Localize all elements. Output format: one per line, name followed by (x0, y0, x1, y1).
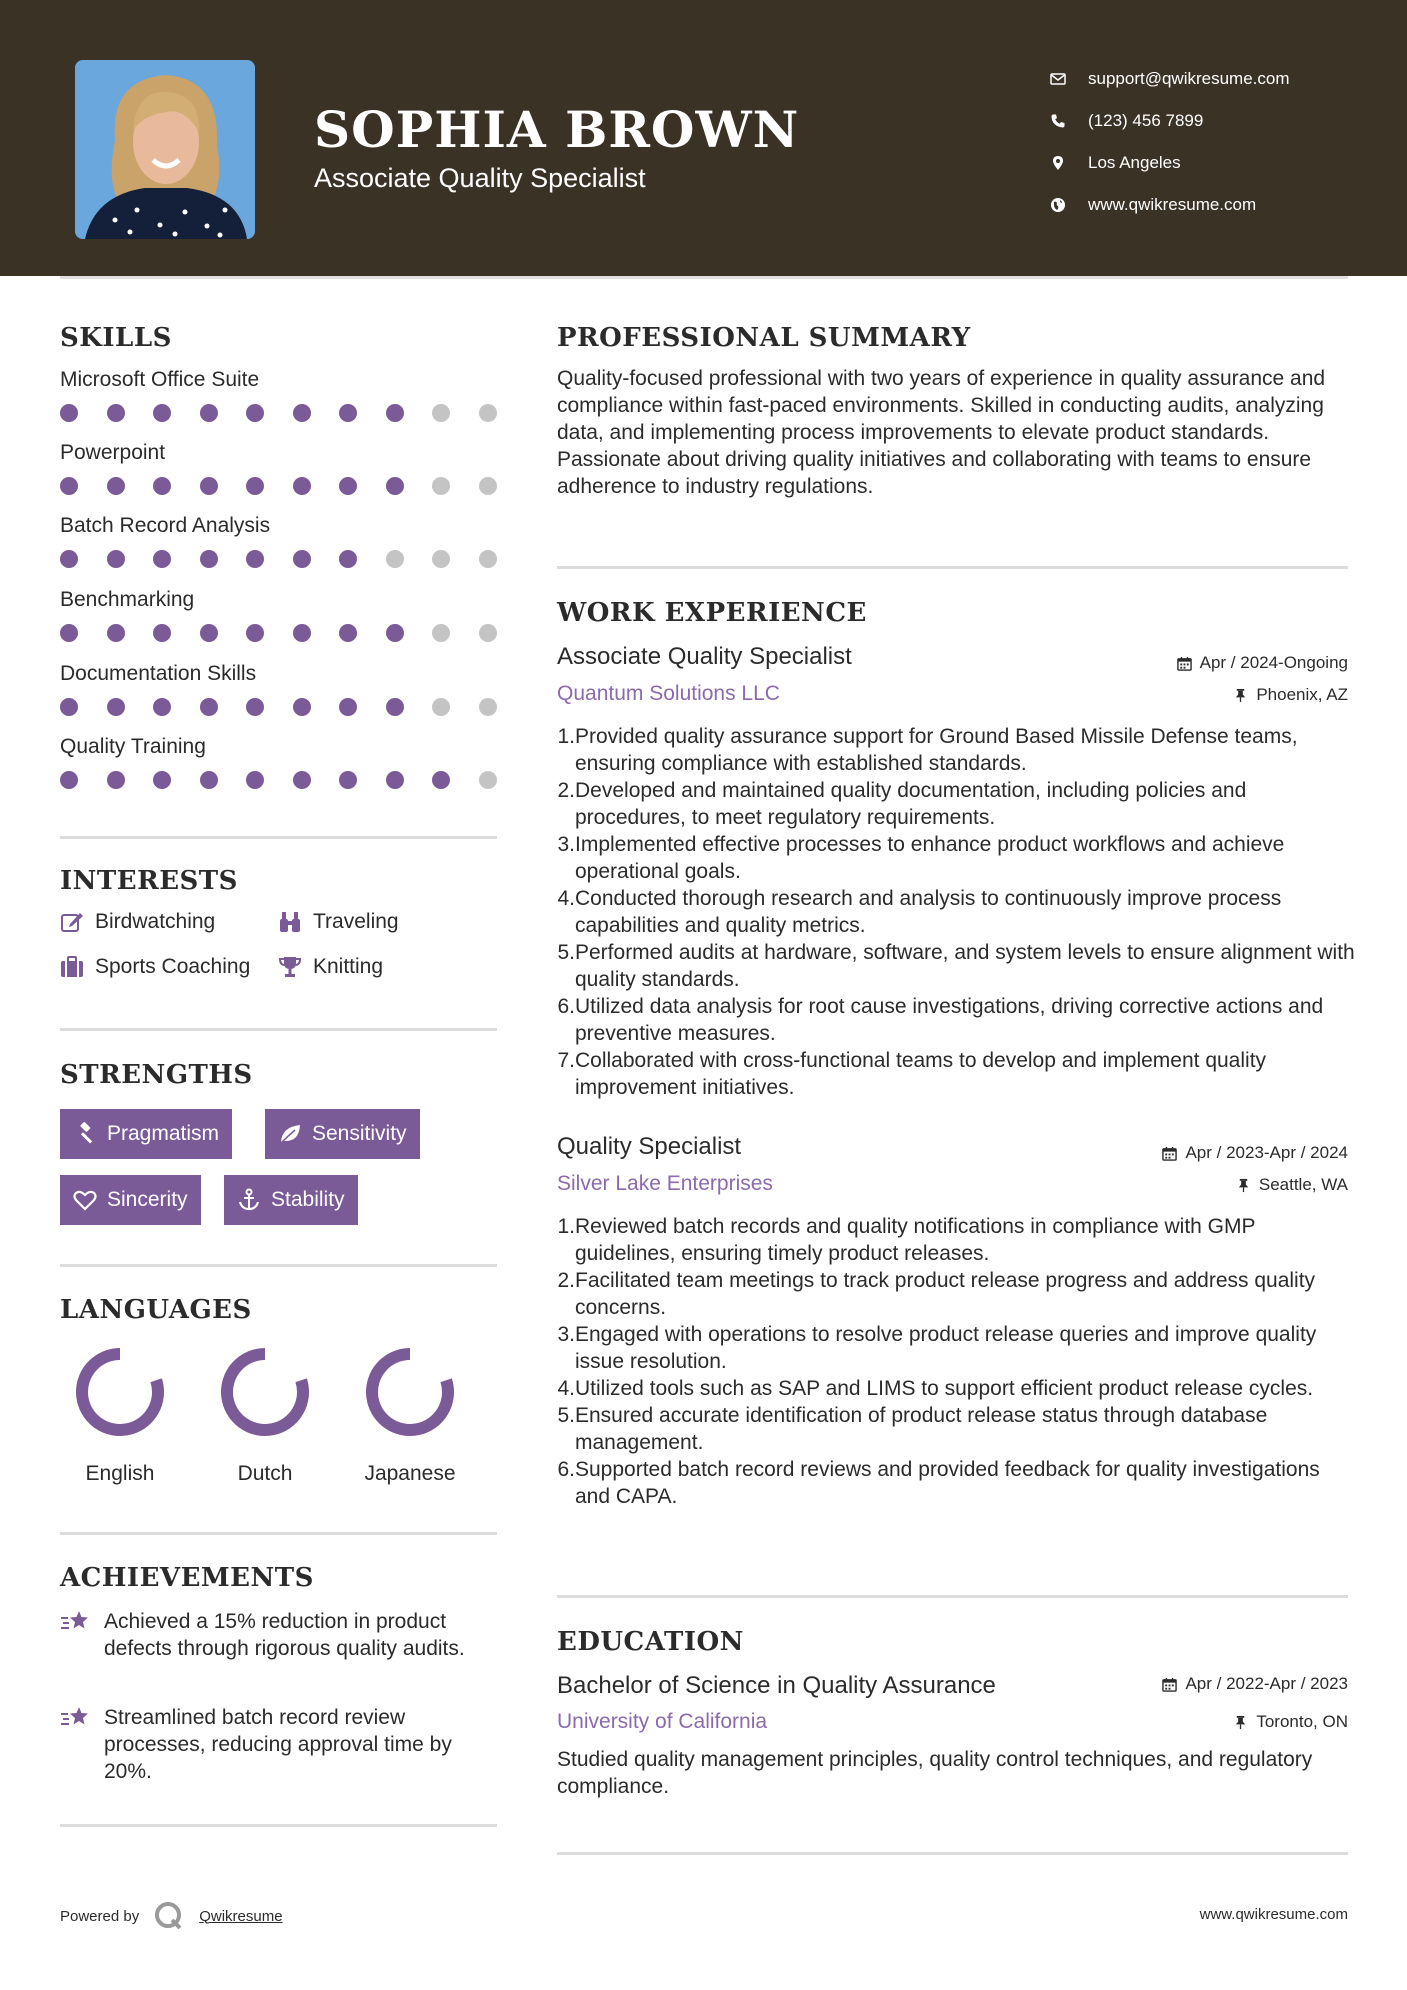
phone-icon (1050, 113, 1088, 129)
rating-dot-empty (432, 624, 450, 642)
experience-heading: WORK EXPERIENCE (557, 598, 867, 628)
summary-text: Quality-focused professional with two years of experience in quality assurance and compliance within fast-paced environments. Skilled in conducting audits, analyzing data, and implementing process improvements to elevate product standards. Passionate about driving quality initiatives and collaborating with teams to ensure adherence to industry regulations. (557, 367, 1326, 498)
language-item (350, 1344, 470, 1486)
rating-dot-filled (153, 404, 171, 422)
section-divider (60, 1824, 497, 1827)
job-bullet (557, 777, 1357, 831)
bullet-text: Utilized tools such as SAP and LIMS to support efficient product release cycles. (575, 1377, 1314, 1400)
rating-dot-filled (200, 550, 218, 568)
education-description: Studied quality management principles, quality control techniques, and regulatory compliance. (557, 1748, 1313, 1798)
strength-tag (60, 1175, 201, 1225)
skill-rating (60, 550, 497, 568)
job-company: Silver Lake Enterprises (557, 1172, 773, 1195)
bullet-text: Collaborated with cross-functional teams to develop and implement quality improvement initiatives. (575, 1049, 1267, 1099)
language-item (205, 1344, 325, 1486)
rating-dot-filled (293, 550, 311, 568)
job-bullets (557, 723, 1357, 1101)
bullet-number: 3. (557, 833, 575, 856)
achievements-heading: ACHIEVEMENTS (60, 1563, 314, 1593)
section-divider (60, 1264, 497, 1267)
rating-dot-filled (246, 550, 264, 568)
interest-label: Sports Coaching (95, 955, 251, 978)
gavel-icon (73, 1122, 97, 1146)
rating-dot-filled (293, 404, 311, 422)
contact-website-text: www.qwikresume.com (1088, 195, 1257, 214)
strength-label: Sincerity (107, 1188, 188, 1211)
rating-dot-filled (386, 771, 404, 789)
candidate-title: Associate Quality Specialist (314, 163, 646, 193)
job-bullet (557, 1402, 1357, 1456)
section-divider (60, 836, 497, 839)
job-location (1233, 685, 1348, 705)
strength-label: Stability (271, 1188, 345, 1211)
rating-dot-filled (293, 698, 311, 716)
rating-dot-empty (432, 404, 450, 422)
section-divider (557, 1852, 1348, 1855)
qwikresume-logo-icon (153, 1900, 185, 1932)
achievement-text: Streamlined batch record review processes, reducing approval time by 20%. (104, 1706, 452, 1783)
education-location (1233, 1712, 1348, 1732)
job-bullet (557, 1375, 1357, 1402)
interest-label: Birdwatching (95, 910, 216, 933)
rating-dot-filled (60, 698, 78, 716)
job-title: Associate Quality Specialist (557, 643, 852, 670)
rating-dot-filled (339, 404, 357, 422)
rating-dot-filled (200, 404, 218, 422)
contact-email-text: support@qwikresume.com (1088, 69, 1290, 88)
section-divider (557, 1595, 1348, 1598)
languages-heading: LANGUAGES (60, 1295, 252, 1325)
bullet-number: 1. (557, 725, 575, 748)
education-heading: EDUCATION (557, 1627, 744, 1657)
rating-dot-empty (479, 624, 497, 642)
contact-phone-text: (123) 456 7899 (1088, 111, 1204, 130)
rating-dot-filled (339, 624, 357, 642)
language-level-arc (227, 1354, 303, 1430)
bullet-number: 7. (557, 1049, 575, 1072)
section-divider (60, 1028, 497, 1031)
rating-dot-filled (386, 698, 404, 716)
strength-tag (60, 1109, 232, 1159)
skill-rating (60, 698, 497, 716)
rating-dot-filled (200, 771, 218, 789)
contact-website[interactable] (1050, 184, 1380, 226)
trophy-icon (278, 955, 302, 979)
job-bullet (557, 885, 1357, 939)
rating-dot-filled (153, 698, 171, 716)
calendar-icon (1177, 656, 1192, 671)
binoculars-icon (278, 910, 302, 934)
job-title: Quality Specialist (557, 1133, 742, 1160)
location-pin-icon (1050, 155, 1088, 171)
contact-phone[interactable] (1050, 100, 1380, 142)
summary-heading: PROFESSIONAL SUMMARY (557, 323, 971, 353)
skill-name: Quality Training (60, 735, 206, 758)
strength-label: Sensitivity (312, 1122, 407, 1145)
bullet-number: 2. (557, 779, 575, 802)
skill-item (60, 514, 497, 568)
skill-item (60, 368, 497, 422)
interest-label: Knitting (313, 955, 384, 978)
bullet-number: 6. (557, 995, 575, 1018)
contact-location (1050, 142, 1380, 184)
achievement-item (60, 1704, 497, 1785)
heart-icon (73, 1188, 97, 1212)
rating-dot-filled (246, 771, 264, 789)
contact-email[interactable] (1050, 58, 1380, 100)
job-location-text: Seattle, WA (1258, 1175, 1348, 1194)
skill-item (60, 662, 497, 716)
rating-dot-filled (153, 624, 171, 642)
rating-dot-filled (107, 404, 125, 422)
rating-dot-filled (107, 624, 125, 642)
candidate-name: SOPHIA BROWN (314, 100, 800, 159)
achievement-item (60, 1608, 497, 1662)
contact-location-text: Los Angeles (1088, 153, 1181, 172)
bullet-text: Supported batch record reviews and provided feedback for quality investigations and CAPA. (575, 1458, 1320, 1508)
rating-dot-filled (60, 477, 78, 495)
header-divider (60, 276, 1348, 279)
rating-dot-filled (153, 550, 171, 568)
skill-item (60, 735, 497, 789)
shooting-star-icon (60, 1704, 92, 1732)
rating-dot-filled (386, 477, 404, 495)
rating-dot-filled (107, 698, 125, 716)
rating-dot-filled (153, 771, 171, 789)
skill-rating (60, 624, 497, 642)
rating-dot-filled (60, 404, 78, 422)
rating-dot-filled (339, 771, 357, 789)
strength-label: Pragmatism (107, 1122, 220, 1145)
language-label: Japanese (364, 1462, 456, 1485)
rating-dot-filled (200, 698, 218, 716)
rating-dot-empty (432, 698, 450, 716)
section-divider (557, 566, 1348, 569)
bullet-text: Facilitated team meetings to track product release progress and address quality concerns. (575, 1269, 1316, 1319)
rating-dot-filled (246, 624, 264, 642)
brand-link[interactable]: Qwikresume (199, 1907, 283, 1925)
bullet-text: Ensured accurate identification of product release status through database management. (575, 1404, 1268, 1454)
bullet-number: 6. (557, 1458, 575, 1481)
leaf-icon (278, 1122, 302, 1146)
job-bullet (557, 1267, 1357, 1321)
rating-dot-filled (107, 477, 125, 495)
job-bullet (557, 1321, 1357, 1375)
bullet-text: Conducted thorough research and analysis to continuously improve process capabilities and quality metrics. (575, 887, 1282, 937)
bullet-text: Implemented effective processes to enhance product workflows and achieve operational goals. (575, 833, 1285, 883)
education-dates-text: Apr / 2022-Apr / 2023 (1185, 1674, 1348, 1693)
rating-dot-filled (339, 698, 357, 716)
edit-icon (60, 910, 84, 934)
job-bullet (557, 1047, 1357, 1101)
interest-label: Traveling (313, 910, 399, 933)
language-progress-ring (362, 1344, 458, 1440)
bullet-number: 3. (557, 1323, 575, 1346)
skill-rating (60, 404, 497, 422)
shooting-star-icon (60, 1608, 92, 1636)
rating-dot-filled (200, 477, 218, 495)
rating-dot-filled (432, 771, 450, 789)
profile-photo (75, 60, 255, 239)
job-bullet (557, 993, 1357, 1047)
resume-header (0, 0, 1407, 276)
rating-dot-filled (386, 404, 404, 422)
bullet-text: Reviewed batch records and quality notifications in compliance with GMP guidelines, ensuring timely product releases. (575, 1215, 1256, 1265)
profile-photo-image (75, 60, 255, 239)
rating-dot-filled (107, 771, 125, 789)
skills-heading: SKILLS (60, 323, 172, 353)
rating-dot-empty (479, 477, 497, 495)
rating-dot-filled (153, 477, 171, 495)
rating-dot-filled (107, 550, 125, 568)
bullet-number: 1. (557, 1215, 575, 1238)
rating-dot-filled (386, 624, 404, 642)
job-bullet (557, 831, 1357, 885)
calendar-icon (1162, 1146, 1177, 1161)
bullet-text: Provided quality assurance support for Ground Based Missile Defense teams, ensuring compliance with established standards. (575, 725, 1298, 775)
job-dates-text: Apr / 2023-Apr / 2024 (1185, 1143, 1348, 1162)
language-progress-ring (217, 1344, 313, 1440)
anchor-icon (237, 1188, 261, 1212)
job-bullet (557, 1213, 1357, 1267)
skill-name: Batch Record Analysis (60, 514, 271, 537)
bullet-number: 5. (557, 1404, 575, 1427)
rating-dot-filled (339, 550, 357, 568)
rating-dot-filled (293, 477, 311, 495)
language-progress-ring (72, 1344, 168, 1440)
pushpin-icon (1233, 1715, 1248, 1730)
contact-list (1050, 58, 1380, 226)
language-item (60, 1344, 180, 1486)
skill-item (60, 441, 497, 495)
bullet-text: Utilized data analysis for root cause investigations, driving corrective actions and preventive measures. (575, 995, 1324, 1045)
strength-tag (224, 1175, 358, 1225)
strengths-heading: STRENGTHS (60, 1060, 253, 1090)
education-location-text: Toronto, ON (1256, 1712, 1348, 1731)
bullet-text: Engaged with operations to resolve product release queries and improve quality issue resolution. (575, 1323, 1317, 1373)
skill-name: Benchmarking (60, 588, 195, 611)
section-divider (60, 1532, 497, 1535)
rating-dot-empty (386, 550, 404, 568)
footer-powered-by (60, 1900, 283, 1932)
degree-title: Bachelor of Science in Quality Assurance (557, 1672, 996, 1699)
rating-dot-empty (479, 771, 497, 789)
interest-item (60, 955, 250, 979)
pushpin-icon (1233, 688, 1248, 703)
skill-name: Documentation Skills (60, 662, 257, 685)
powered-by-text: Powered by (60, 1907, 140, 1925)
job-dates (1177, 653, 1348, 673)
achievement-text: Achieved a 15% reduction in product defects through rigorous quality audits. (104, 1610, 465, 1660)
skill-name: Powerpoint (60, 441, 166, 464)
rating-dot-filled (293, 624, 311, 642)
bullet-number: 5. (557, 941, 575, 964)
job-company: Quantum Solutions LLC (557, 682, 780, 705)
rating-dot-empty (432, 477, 450, 495)
skill-name: Microsoft Office Suite (60, 368, 260, 391)
envelope-icon (1050, 71, 1088, 87)
interest-item (278, 955, 383, 979)
bullet-number: 4. (557, 1377, 575, 1400)
interests-heading: INTERESTS (60, 866, 238, 896)
interest-item (278, 910, 399, 934)
school-name: University of California (557, 1710, 768, 1733)
job-location (1236, 1175, 1348, 1195)
job-bullet (557, 939, 1357, 993)
footer-url[interactable]: www.qwikresume.com (1199, 1906, 1348, 1923)
bullet-text: Developed and maintained quality documentation, including policies and procedures, to meet regulatory requirements. (575, 779, 1247, 829)
language-level-arc (82, 1354, 158, 1430)
skill-rating (60, 477, 497, 495)
job-bullets (557, 1213, 1357, 1510)
rating-dot-empty (479, 550, 497, 568)
rating-dot-filled (246, 698, 264, 716)
pushpin-icon (1236, 1178, 1251, 1193)
rating-dot-filled (60, 624, 78, 642)
rating-dot-empty (479, 698, 497, 716)
language-label: English (85, 1462, 155, 1485)
strength-tag (265, 1109, 420, 1159)
job-dates-text: Apr / 2024-Ongoing (1199, 653, 1348, 672)
calendar-icon (1162, 1677, 1177, 1692)
education-dates (1162, 1674, 1348, 1694)
interest-item (60, 910, 215, 934)
rating-dot-empty (432, 550, 450, 568)
bullet-number: 4. (557, 887, 575, 910)
job-dates (1162, 1143, 1348, 1163)
skill-rating (60, 771, 497, 789)
rating-dot-filled (293, 771, 311, 789)
globe-icon (1050, 197, 1088, 213)
rating-dot-filled (246, 404, 264, 422)
rating-dot-filled (60, 771, 78, 789)
bullet-number: 2. (557, 1269, 575, 1292)
job-bullet (557, 723, 1357, 777)
rating-dot-filled (200, 624, 218, 642)
rating-dot-filled (246, 477, 264, 495)
job-bullet (557, 1456, 1357, 1510)
rating-dot-empty (479, 404, 497, 422)
language-label: Dutch (237, 1462, 293, 1485)
rating-dot-filled (339, 477, 357, 495)
language-level-arc (372, 1354, 448, 1430)
job-location-text: Phoenix, AZ (1256, 685, 1348, 704)
briefcase-icon (60, 955, 84, 979)
skill-item (60, 588, 497, 642)
rating-dot-filled (60, 550, 78, 568)
bullet-text: Performed audits at hardware, software, and system levels to ensure alignment with quality standards. (575, 941, 1355, 991)
